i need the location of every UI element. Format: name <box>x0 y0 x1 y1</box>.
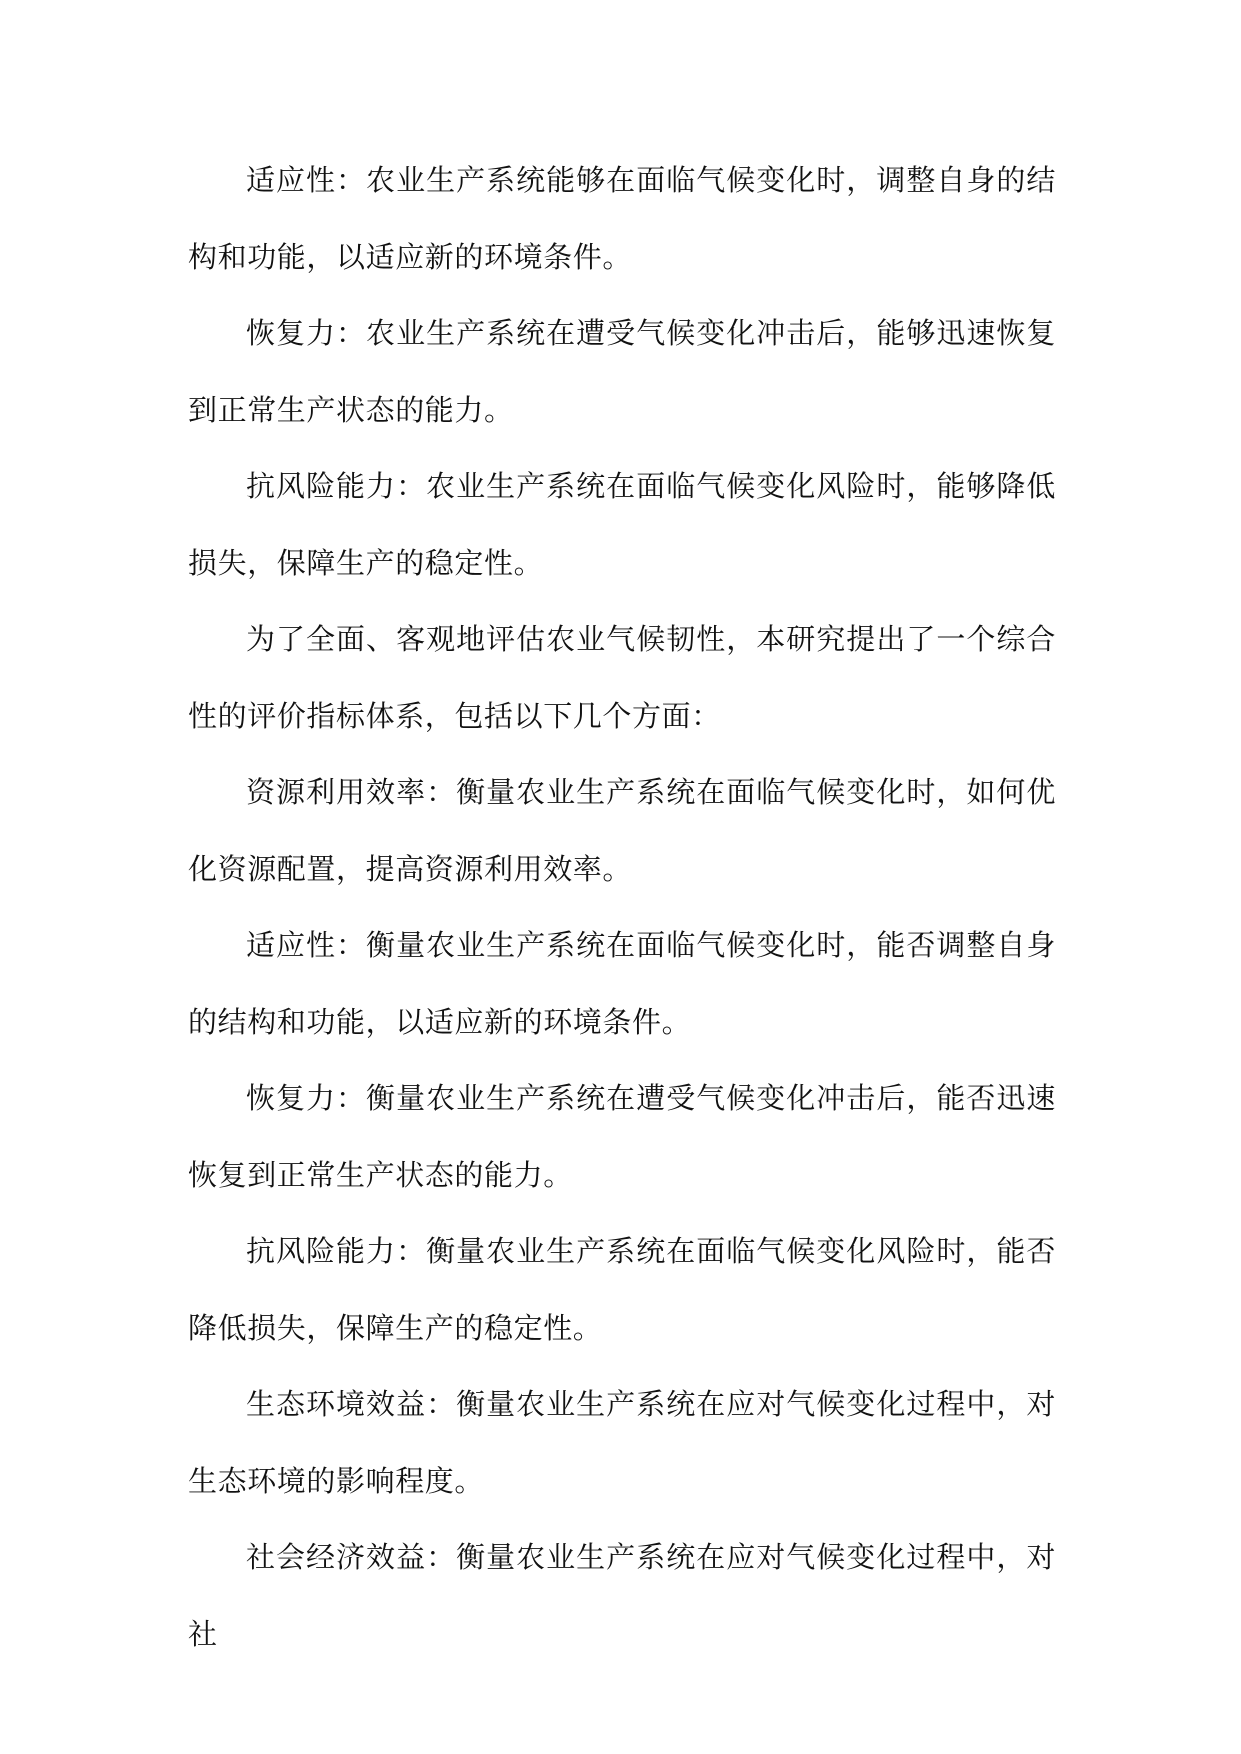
paragraph-resilience: 恢复力：农业生产系统在遭受气候变化冲击后，能够迅速恢复到正常生产状态的能力。 <box>188 316 1056 427</box>
paragraph-evaluation-intro: 为了全面、客观地评估农业气候韧性，本研究提出了一个综合性的评价指标体系，包括以下几个方面： <box>188 622 1056 733</box>
paragraph-indicator-risk: 抗风险能力：衡量农业生产系统在面临气候变化风险时，能否降低损失，保障生产的稳定性。 <box>188 1234 1056 1345</box>
paragraph-indicator-adaptability: 适应性：衡量农业生产系统在面临气候变化时，能否调整自身的结构和功能，以适应新的环境条件。 <box>188 928 1056 1039</box>
paragraph-risk-resistance: 抗风险能力：农业生产系统在面临气候变化风险时，能够降低损失，保障生产的稳定性。 <box>188 469 1056 580</box>
paragraph-ecological-benefit: 生态环境效益：衡量农业生产系统在应对气候变化过程中，对生态环境的影响程度。 <box>188 1387 1056 1498</box>
paragraph-resource-efficiency: 资源利用效率：衡量农业生产系统在面临气候变化时，如何优化资源配置，提高资源利用效率。 <box>188 775 1056 886</box>
paragraph-indicator-resilience: 恢复力：衡量农业生产系统在遭受气候变化冲击后，能否迅速恢复到正常生产状态的能力。 <box>188 1081 1056 1192</box>
paragraph-socioeconomic-benefit: 社会经济效益：衡量农业生产系统在应对气候变化过程中，对社 <box>188 1540 1056 1651</box>
document-body <box>188 142 1056 1672</box>
paragraph-adaptability: 适应性：农业生产系统能够在面临气候变化时，调整自身的结构和功能，以适应新的环境条件。 <box>188 163 1056 274</box>
